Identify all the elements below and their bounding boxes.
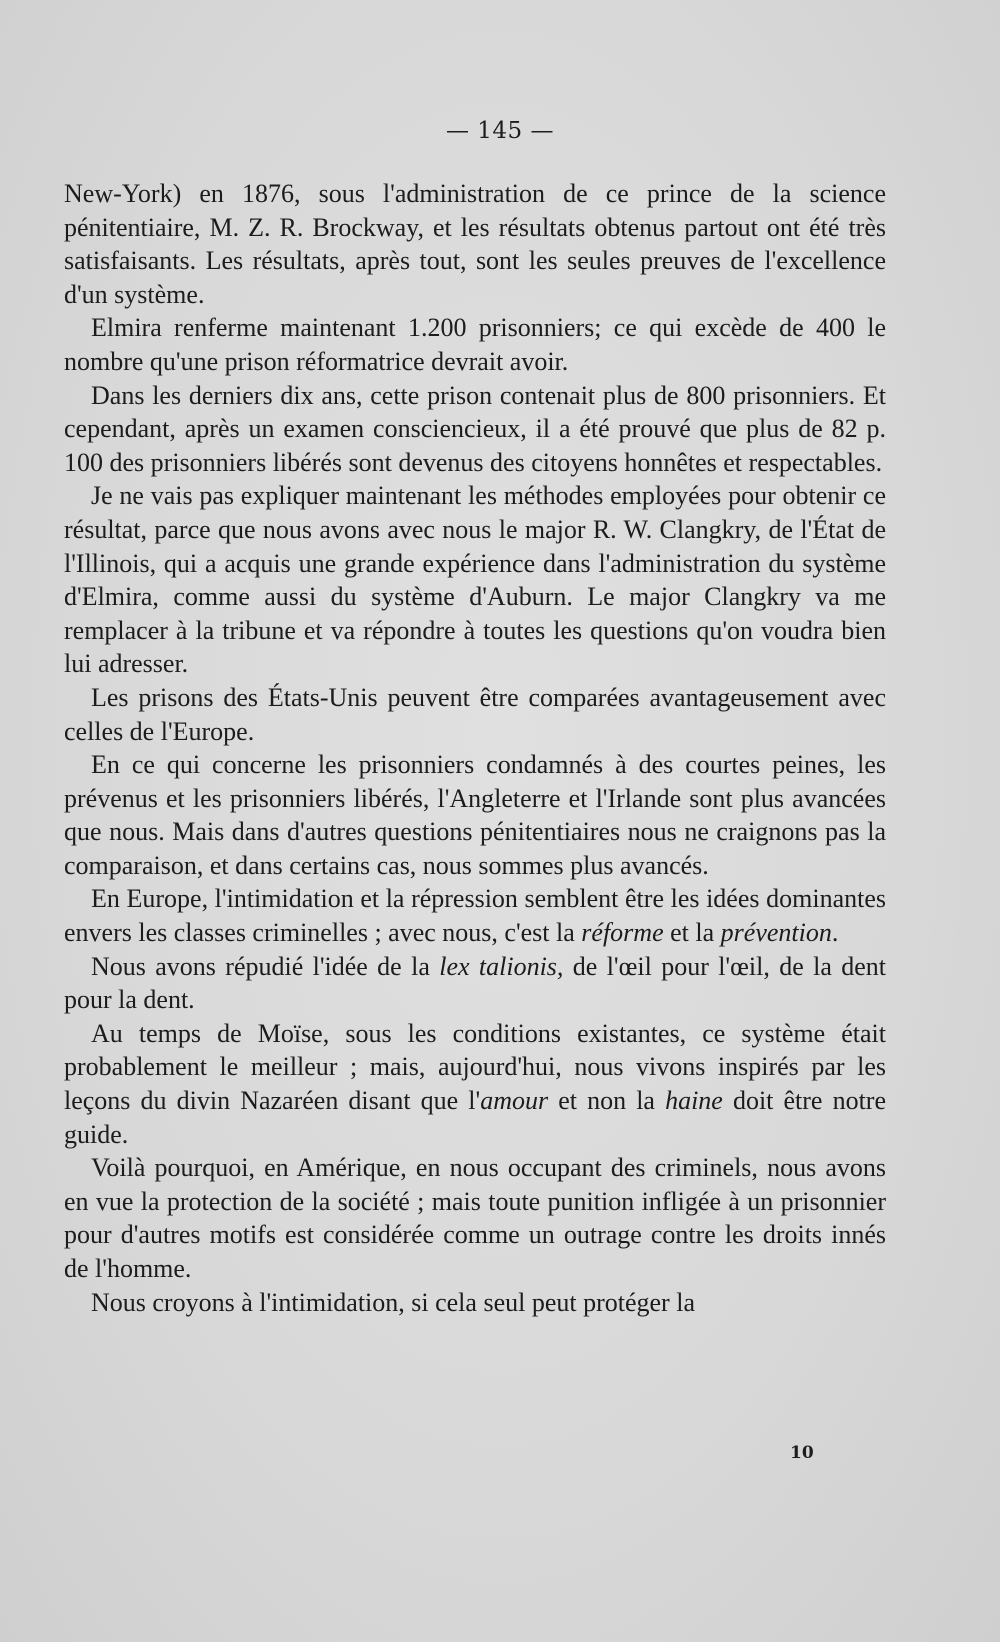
text-run: doit être notre guide. (64, 1086, 886, 1149)
paragraph (64, 1017, 886, 1151)
text-run: . (831, 918, 839, 948)
paragraph: En ce qui concerne les prisonniers condamnés à des courtes peines, les prévenus et les prisonniers libérés, l'Angleterre et l'Irlande sont plus avancées que nous. Mais dans d'autres questions pénitentiaires nous ne craignons pas la comparaison, et dans certains cas, nous sommes plus avancés. (64, 750, 886, 880)
text-run: et non la (548, 1086, 666, 1116)
italic-term: réforme (581, 918, 664, 948)
text-run: Au temps de Moïse, sous les conditions existantes, ce système était probablement le meilleur ; mais, aujourd'hui, nous vivons inspirés par les leçons du divin Nazaréen disant que l' (64, 1018, 886, 1116)
italic-term: haine (665, 1086, 723, 1116)
text-run: et la (663, 918, 721, 948)
paragraph (64, 950, 886, 1017)
body-text (64, 177, 886, 1319)
paragraph: Les prisons des États-Unis peuvent être comparées avantageusement avec celles de l'Europe. (64, 682, 886, 746)
text-run: Nous avons répudié l'idée de la (91, 951, 440, 981)
paragraph: New-York) en 1876, sous l'administration de ce prince de la science pénitentiaire, M. Z. R. Brockway, et les résultats obtenus partout ont été très satisfaisants. Les résultats, après tout, sont les seules preuves de l'excellence d'un système. (64, 179, 886, 309)
page-number: — 145 — (445, 118, 555, 144)
paragraph: Voilà pourquoi, en Amérique, en nous occupant des criminels, nous avons en vue la protection de la société ; mais toute punition infligée à un prisonnier pour d'autres motifs est considérée comme un outrage contre les droits innés de l'homme. (64, 1153, 886, 1283)
signature-mark: 10 (790, 1443, 814, 1463)
paragraph: Nous croyons à l'intimidation, si cela seul peut protéger la (91, 1287, 695, 1317)
italic-term: amour (480, 1086, 549, 1116)
paragraph (64, 882, 886, 949)
paragraph: Je ne vais pas expliquer maintenant les méthodes employées pour obtenir ce résultat, parce que nous avons avec nous le major R. W. Clangkry, de l'État de l'Illinois, qui a acquis une grande expérience dans l'administration du système d'Elmira, comme aussi du système d'Auburn. Le major Clangkry va me remplacer à la tribune et va répondre à toutes les questions qu'on voudra bien lui adresser. (64, 481, 886, 679)
italic-term: prévention (720, 918, 832, 948)
italic-term: lex talionis, (439, 951, 564, 981)
text-run: de l'œil pour l'œil, de la dent pour la dent. (64, 951, 887, 1015)
paragraph: Elmira renferme maintenant 1.200 prisonniers; ce qui excède de 400 le nombre qu'une prison réformatrice devrait avoir. (64, 313, 886, 376)
paragraph: Dans les derniers dix ans, cette prison contenait plus de 800 prisonniers. Et cependant, après un examen consciencieux, il a été prouvé que plus de 82 p. 100 des prisonniers libérés sont devenus des citoyens honnêtes et respectables. (64, 380, 886, 477)
text-run: En Europe, l'intimidation et la répression semblent être les idées dominantes envers les classes criminelles ; avec nous, c'est la (64, 884, 886, 948)
